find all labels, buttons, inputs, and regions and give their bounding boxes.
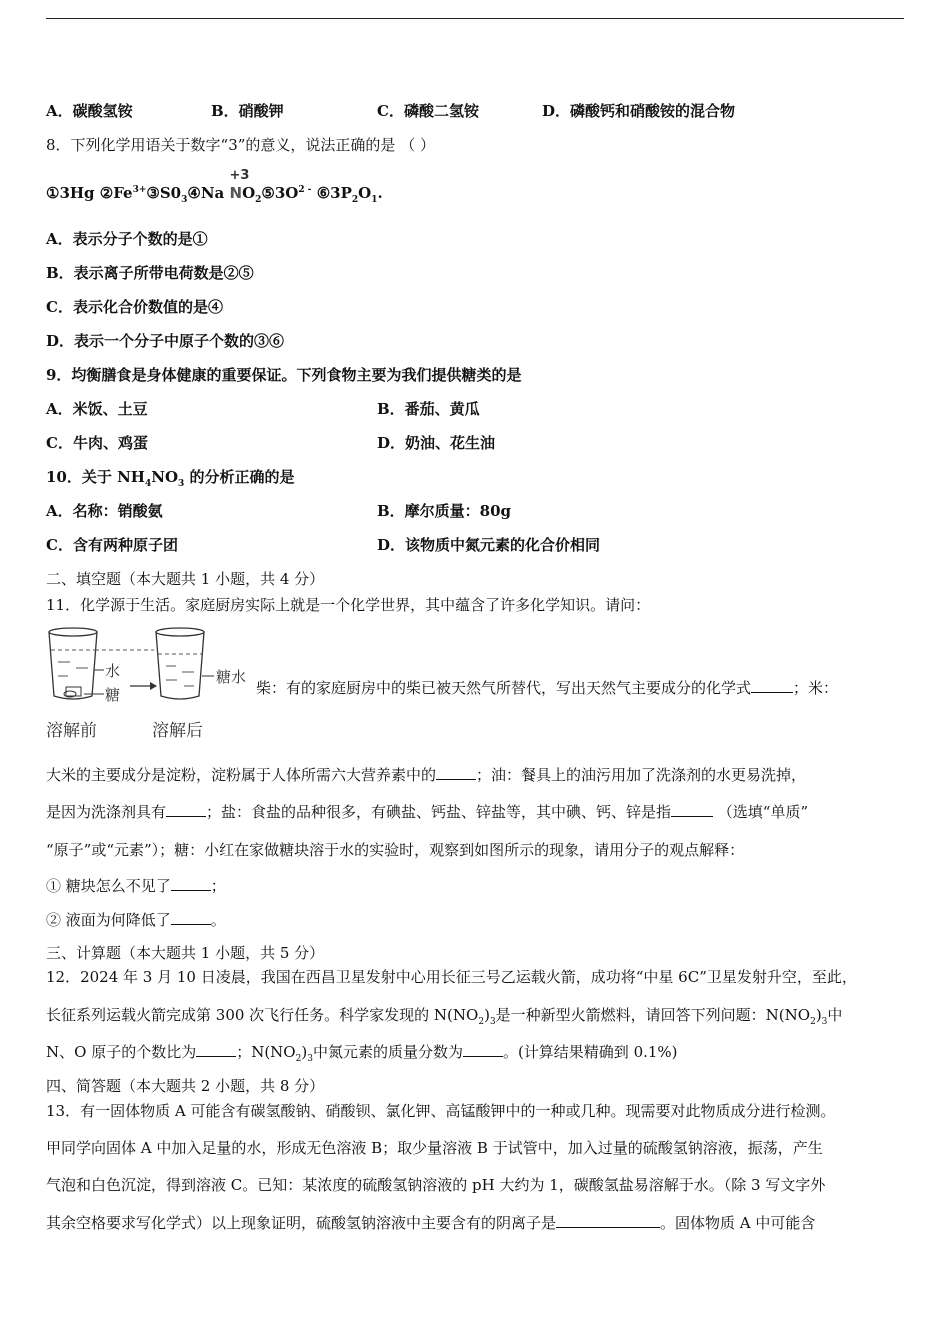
beaker-before-icon xyxy=(49,628,97,699)
q7-option-d: D．磷酸钙和硝酸铵的混合物 xyxy=(542,102,736,120)
label-sugar-water: 糖水 xyxy=(216,668,247,686)
q10-option-a: A．名称：销酸氨 xyxy=(46,502,163,520)
answer-blank[interactable] xyxy=(196,1042,236,1057)
answer-blank[interactable] xyxy=(671,802,713,817)
section-heading-short-answer: 四、简答题（本大题共 2 小题，共 8 分） xyxy=(46,1077,325,1095)
q8-option-d: D．表示一个分子中原子个数的③⑥ xyxy=(46,332,285,350)
answer-blank[interactable] xyxy=(171,876,211,891)
label-water: 水 xyxy=(105,662,121,680)
q9-option-c: C．牛肉、鸡蛋 xyxy=(46,434,148,452)
q12-line-2: 长征系列运载火箭完成第 300 次飞行任务。科学家发现的 $N(NO_2)_3$是一种新型火箭燃料，请回答下列问题：$N(NO_2)_3$中 xyxy=(46,1006,843,1027)
q9-option-d: D．奶油、花生油 xyxy=(377,434,496,452)
caption-after: 溶解后 xyxy=(152,721,203,741)
q9-option-b: B．番茄、黄瓜 xyxy=(377,400,480,418)
q11-sub-2: ② 液面为何降低了 。 xyxy=(46,911,226,929)
label-sugar: 糖 xyxy=(105,686,121,704)
answer-blank[interactable] xyxy=(556,1213,660,1228)
q8-option-c: C．表示化合价数值的是④ xyxy=(46,298,223,316)
q12-line-1: 12．2024 年 3 月 10 日凌晨，我国在西昌卫星发射中心用长征三号乙运载火箭，成功将“中星 6C”卫星发射升空，至此， xyxy=(46,968,857,986)
answer-blank[interactable] xyxy=(751,678,793,693)
q11-sub-1: ① 糖块怎么不见了 ； xyxy=(46,877,226,895)
q8-formula-line: ①3Hg $②Fe^{3+}③S0_3④Na$ +3 $NO_2⑤3O^{2 -}$ $⑥3P_2O_1$. xyxy=(46,168,383,205)
q13-line-2: 甲同学向固体 A 中加入足量的水，形成无色溶液 B；取少量溶液 B 于试管中，加入过量的硫酸氢钠溶液，振荡，产生 xyxy=(46,1139,823,1157)
section-heading-fill-in: 二、填空题（本大题共 1 小题，共 4 分） xyxy=(46,570,325,588)
caption-before: 溶解前 xyxy=(46,721,97,741)
q10-option-c: C．含有两种原子团 xyxy=(46,536,178,554)
q10-option-b: B．摩尔质量：80g xyxy=(377,502,512,520)
q13-line-4: 其余空格要求写化学式）以上现象证明，硫酸氢钠溶液中主要含有的阴离子是 。固体物质 A 中可能含 xyxy=(46,1214,816,1232)
q13-line-1: 13．有一固体物质 A 可能含有碳氢酸钠、硝酸钡、氯化钾、高锰酸钾中的一种或几种。现需要对此物质成分进行检测。 xyxy=(46,1102,836,1120)
answer-blank[interactable] xyxy=(166,802,206,817)
q12-line-3: N、O 原子的个数比为 ；$N(NO_2)_3$中氮元素的质量分数为 。(计算结果精确到 0.1%) xyxy=(46,1043,678,1064)
answer-blank[interactable] xyxy=(171,910,211,925)
q10-option-d: D．该物质中氮元素的化合价相同 xyxy=(377,536,601,554)
q11-stem: 11．化学源于生活。家庭厨房实际上就是一个化学世界，其中蕴含了许多化学知识。请问： xyxy=(46,596,651,614)
q11-line-1: 柴：有的家庭厨房中的柴已被天然气所替代，写出天然气主要成分的化学式 ；米： xyxy=(256,679,839,697)
sugar-dissolving-figure xyxy=(46,624,256,746)
q7-option-c: C．磷酸二氢铵 xyxy=(377,102,479,120)
q9-option-a: A．米饭、土豆 xyxy=(46,400,148,418)
q7-option-a: A．碳酸氢铵 xyxy=(46,102,133,120)
q8-option-b: B．表示离子所带电荷数是②⑤ xyxy=(46,264,254,282)
q9-stem: 9．均衡膳食是身体健康的重要保证。下列食物主要为我们提供糖类的是 xyxy=(46,366,522,384)
section-heading-calculation: 三、计算题（本大题共 1 小题，共 5 分） xyxy=(46,944,325,962)
q11-line-4: “原子”或“元素”）；糖：小红在家做糖块溶于水的实验时，观察到如图所示的现象，请用分子的观点解释： xyxy=(46,841,745,859)
answer-blank[interactable] xyxy=(463,1042,503,1057)
q8-stem: 8．下列化学用语关于数字“3”的意义，说法正确的是 （ ） xyxy=(46,136,435,154)
q11-line-2: 大米的主要成分是淀粉，淀粉属于人体所需六大营养素中的 ；油：餐具上的油污用加了洗涤剂的水更易洗掉， xyxy=(46,766,807,784)
q11-line-3: 是因为洗涤剂具有 ；盐：食盐的品种很多，有碘盐、钙盐、锌盐等，其中碘、钙、锌是指 （选填“单质” xyxy=(46,803,809,821)
nitrogen-valence-symbol: +3 N xyxy=(229,168,250,202)
beaker-after-icon xyxy=(156,628,204,699)
q10-stem: 10．关于 $NH_4NO_3$ 的分析正确的是 xyxy=(46,468,295,489)
q8-option-a: A．表示分子个数的是① xyxy=(46,230,208,248)
q13-line-3: 气泡和白色沉淀，得到溶液 C。已知：某浓度的硫酸氢钠溶液的 pH 大约为 1，碳酸氢盐易溶解于水。（除 3 写文字外 xyxy=(46,1176,826,1194)
header-rule xyxy=(46,18,904,19)
q7-option-b: B．硝酸钾 xyxy=(211,102,284,120)
answer-blank[interactable] xyxy=(436,765,476,780)
